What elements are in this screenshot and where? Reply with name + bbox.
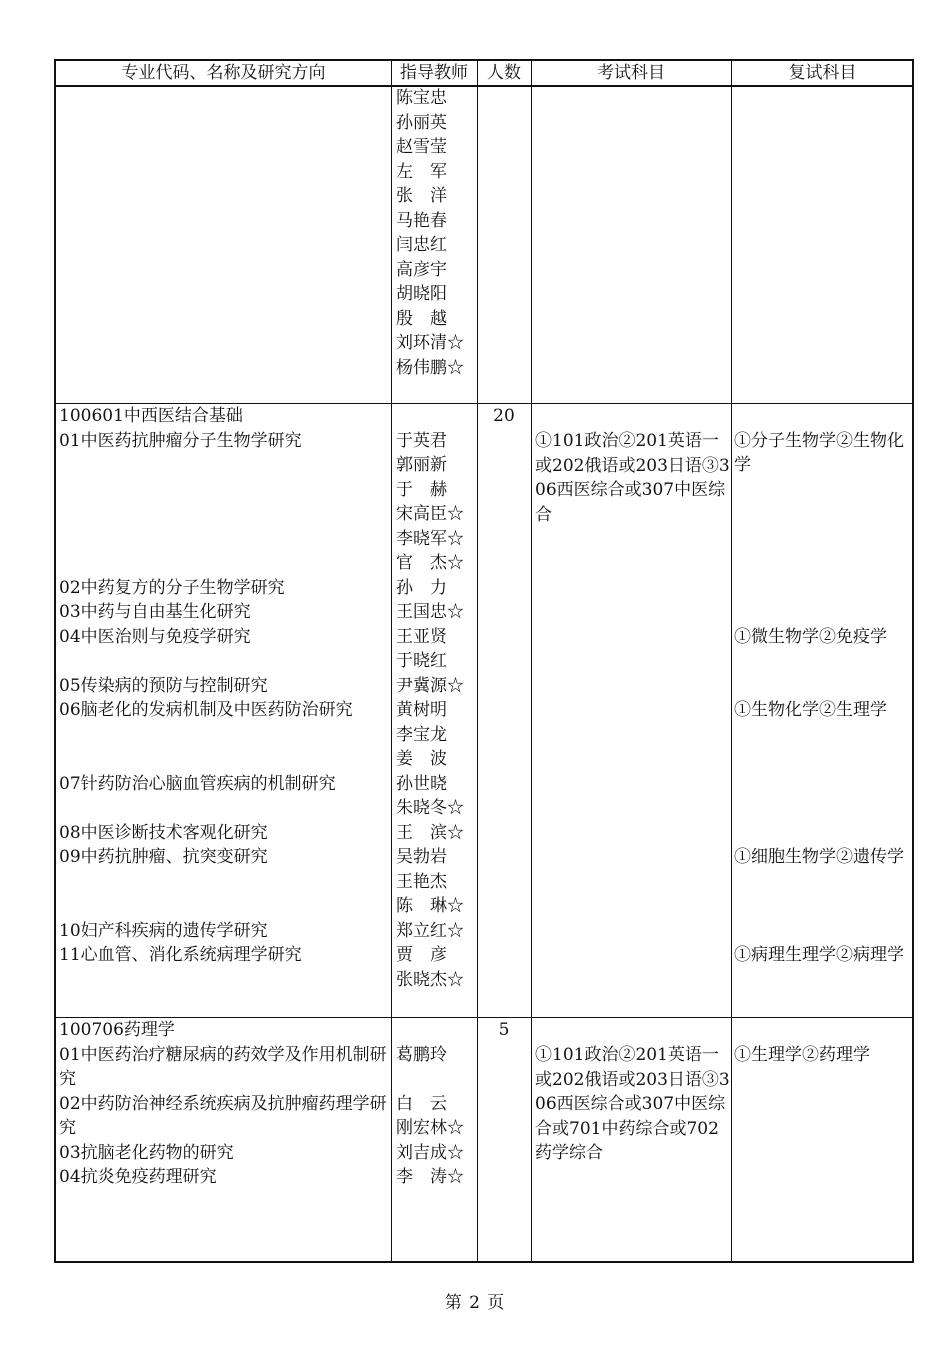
advisor-name: 于英君 xyxy=(396,430,447,451)
section2-major: 100706药理学 xyxy=(59,1020,175,1040)
section1-exam: ①101政治②201英语一或202俄语或203日语③306西医综合或307中医综合 xyxy=(535,431,730,525)
advisor-name: 王 滨☆ xyxy=(396,822,464,843)
advisor-name: 陈宝忠 xyxy=(396,88,447,108)
header-retest: 复试科目 xyxy=(788,63,857,83)
advisor-name: 孙世晓 xyxy=(396,773,447,794)
advisor-name: 高彦宇 xyxy=(396,259,447,280)
section0-advisors xyxy=(396,86,476,380)
admissions-table xyxy=(54,59,914,1263)
advisor-name: 郭丽新 xyxy=(396,455,447,475)
advisor-name: 赵雪莹 xyxy=(396,137,447,157)
advisor-name: 孙 力 xyxy=(396,577,447,598)
advisor-name: 陈 琳☆ xyxy=(396,896,464,916)
advisor-name: 宋高臣☆ xyxy=(396,504,464,524)
advisor-name: 孙丽英 xyxy=(396,112,447,133)
advisor-name: 左 军 xyxy=(396,161,447,182)
research-direction: 08中医诊断技术客观化研究 xyxy=(59,822,268,843)
advisor-name: 刚宏林☆ xyxy=(396,1118,464,1138)
section2-retest: ①生理学②药理学 xyxy=(734,1045,870,1065)
research-direction: 03中药与自由基生化研究 xyxy=(59,602,251,622)
retest-subjects: ①分子生物学②生物化学 xyxy=(734,430,904,475)
advisor-name: 李 涛☆ xyxy=(396,1167,464,1187)
retest-subjects: ①微生物学②免疫学 xyxy=(734,626,887,647)
section1-count: 20 xyxy=(493,406,515,426)
advisor-name: 李晓军☆ xyxy=(396,528,464,549)
advisor-name: 吴勃岩 xyxy=(396,847,447,867)
section2-exam: ①101政治②201英语一或202俄语或203日语③306西医综合或307中医综合或701中药综合或702药学综合 xyxy=(535,1045,730,1163)
column-divider xyxy=(477,61,478,1261)
advisor-name: 胡晓阳 xyxy=(396,284,447,304)
column-divider xyxy=(531,61,532,1261)
advisor-name: 王国忠☆ xyxy=(396,602,464,622)
research-direction: 11心血管、消化系统病理学研究 xyxy=(59,945,302,965)
advisor-name: 黄树明 xyxy=(396,700,447,720)
research-direction: 03抗脑老化药物的研究 xyxy=(59,1142,234,1163)
research-direction: 05传染病的预防与控制研究 xyxy=(59,675,268,696)
retest-subjects: ①病理生理学②病理学 xyxy=(734,945,904,965)
research-direction: 10妇产科疾病的遗传学研究 xyxy=(59,920,268,941)
advisor-name: 刘环清☆ xyxy=(396,333,464,353)
advisor-name: 刘吉成☆ xyxy=(396,1142,464,1163)
research-direction: 01中医药治疗糖尿病的药效学及作用机制研究 xyxy=(59,1044,387,1089)
research-direction: 04中医治则与免疫学研究 xyxy=(59,626,251,647)
advisor-name: 王亚贤 xyxy=(396,626,447,647)
advisor-name: 张晓杰☆ xyxy=(396,969,464,990)
column-divider xyxy=(391,61,392,1261)
research-direction: 09中药抗肿瘤、抗突变研究 xyxy=(59,847,268,867)
advisor-name: 郑立红☆ xyxy=(396,920,464,941)
research-direction: 01中医药抗肿瘤分子生物学研究 xyxy=(59,430,302,451)
advisor-name: 殷 越 xyxy=(396,308,447,329)
advisor-name: 朱晓冬☆ xyxy=(396,798,464,818)
header-divider xyxy=(56,85,912,87)
retest-subjects: ①细胞生物学②遗传学 xyxy=(734,847,904,867)
retest-subjects: ①生物化学②生理学 xyxy=(734,700,887,720)
research-direction: 07针药防治心脑血管疾病的机制研究 xyxy=(59,773,336,794)
header-major: 专业代码、名称及研究方向 xyxy=(121,63,326,83)
advisor-name: 贾 彦 xyxy=(396,945,447,965)
advisor-name: 马艳春 xyxy=(396,210,447,231)
advisor-name: 于 赫 xyxy=(396,479,447,500)
column-divider xyxy=(731,61,732,1261)
advisor-name: 张 洋 xyxy=(396,186,447,206)
research-direction: 02中药复方的分子生物学研究 xyxy=(59,577,285,598)
research-direction: 06脑老化的发病机制及中医药防治研究 xyxy=(59,700,353,720)
advisor-name: 官 杰☆ xyxy=(396,553,464,573)
advisor-name: 葛鹏玲 xyxy=(396,1044,447,1065)
advisor-name: 尹冀源☆ xyxy=(396,675,464,696)
header-count: 人数 xyxy=(487,63,521,83)
section2-count: 5 xyxy=(498,1020,510,1040)
advisor-name: 王艳杰 xyxy=(396,871,447,892)
header-exam: 考试科目 xyxy=(597,63,665,83)
page-number: 第 2 页 xyxy=(444,1293,506,1313)
advisor-name: 于晓红 xyxy=(396,651,447,671)
advisor-name: 姜 波 xyxy=(396,749,447,769)
advisor-name: 白 云 xyxy=(396,1093,447,1114)
advisor-name: 李宝龙 xyxy=(396,724,447,745)
advisor-name: 杨伟鹏☆ xyxy=(396,357,464,378)
research-direction: 02中药防治神经系统疾病及抗肿瘤药理学研究 xyxy=(59,1093,387,1138)
advisor-name: 闫忠红 xyxy=(396,235,447,255)
research-direction: 04抗炎免疫药理研究 xyxy=(59,1167,217,1187)
section1-major: 100601中西医结合基础 xyxy=(59,406,243,426)
header-advisor: 指导教师 xyxy=(400,63,468,83)
